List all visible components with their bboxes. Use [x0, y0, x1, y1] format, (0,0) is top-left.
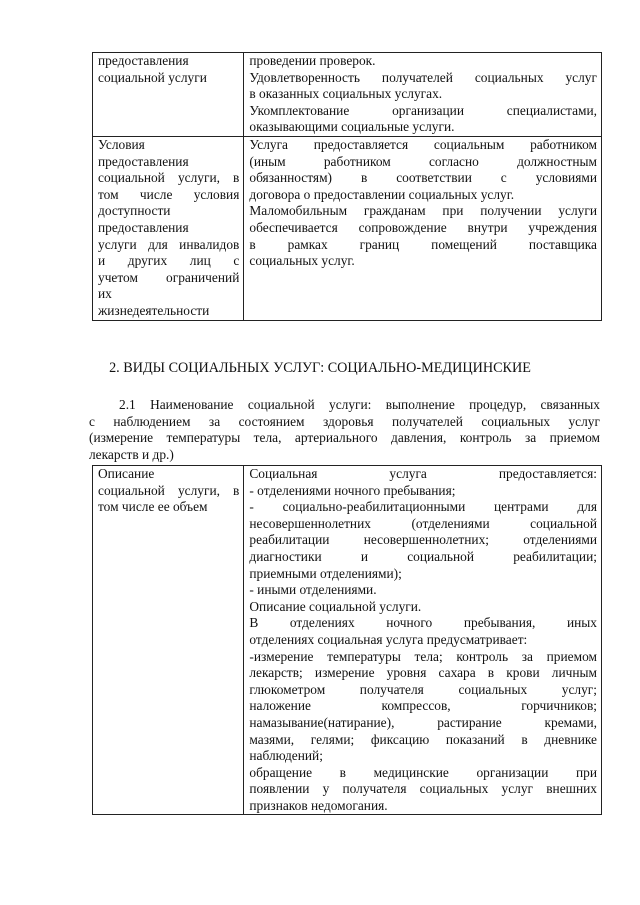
- service-name-paragraph: [89, 397, 600, 463]
- cell-text-line: в оказанных социальных услугах.: [249, 86, 443, 102]
- table-cell-right: [244, 136, 602, 320]
- paragraph-line: 2.1 Наименование социальной услуги: выполнение процедур, связанных: [119, 397, 600, 412]
- cell-text-line: намазывание(натирание), растирание кремами,: [249, 714, 597, 730]
- cell-text-line: обращение в медицинские организации при: [249, 764, 597, 780]
- cell-text-line: предоставления: [98, 219, 189, 235]
- cell-text-line: - отделениями ночного пребывания;: [249, 482, 456, 498]
- cell-text-line: том числе ее объем: [98, 499, 208, 515]
- cell-text-line: наложение компрессов, горчичников;: [249, 698, 597, 714]
- table-row: [93, 466, 602, 815]
- paragraph-line: (измерение температуры тела, артериального давления, контроль за приемом: [89, 430, 600, 445]
- table-cell-left: [93, 466, 244, 815]
- cell-text-line: несовершеннолетних (отделениями социальной: [249, 515, 597, 531]
- paragraph-line: лекарств и др.): [89, 446, 174, 462]
- cell-text-line: приемными отделениями);: [249, 565, 402, 581]
- cell-text-line: предоставления: [98, 53, 189, 68]
- paragraph-line: с наблюдением за состоянием здоровья получателей социальных услуг: [89, 413, 600, 429]
- table-service-description: [92, 465, 602, 815]
- cell-text-line: социальной услуги, в: [98, 170, 240, 186]
- cell-text-line: учетом ограничений: [98, 269, 240, 285]
- cell-text-line: признаков недомогания.: [249, 797, 388, 813]
- cell-text-line: Социальная услуга предоставляется:: [249, 466, 597, 481]
- cell-text-line: - иными отделениями.: [249, 582, 377, 598]
- cell-text-line: Укомплектование организации специалистами,: [249, 102, 597, 118]
- table-cell-right: [244, 53, 602, 137]
- cell-text-line: социальных услуг.: [249, 253, 355, 269]
- cell-text-line: проведении проверок.: [249, 53, 376, 68]
- table-service-conditions: [92, 52, 602, 321]
- table-row: [93, 136, 602, 320]
- cell-text-line: В отделениях ночного пребывания, иных: [249, 615, 597, 631]
- table-row: [93, 53, 602, 137]
- cell-text-line: реабилитации несовершеннолетних; отделениями: [249, 532, 597, 548]
- cell-text-line: их: [98, 286, 112, 302]
- cell-text-line: оказывающими социальные услуги.: [249, 119, 455, 135]
- cell-text-line: диагностики и социальной реабилитации;: [249, 548, 597, 564]
- cell-text-line: наблюдений;: [249, 748, 323, 764]
- cell-text-line: в рамках границ помещений поставщика: [249, 236, 597, 252]
- cell-text-line: мазями, гелями; фиксацию показаний в дневнике: [249, 731, 597, 747]
- cell-text-line: глюкометром получателя социальных услуг;: [249, 681, 597, 697]
- cell-text-line: обеспечивается сопровождение внутри учреждения: [249, 219, 597, 235]
- section-heading: 2. ВИДЫ СОЦИАЛЬНЫХ УСЛУГ: СОЦИАЛЬНО-МЕДИЦИНСКИЕ: [109, 360, 531, 376]
- cell-text-line: Описание социальной услуги.: [249, 598, 422, 614]
- cell-text-line: жизнедеятельности: [98, 302, 210, 318]
- cell-text-line: предоставления: [98, 153, 189, 169]
- cell-text-line: Описание: [98, 466, 155, 481]
- table-cell-left: [93, 53, 244, 137]
- cell-text-line: и других лиц с: [98, 253, 240, 269]
- cell-text-line: социальной услуги: [98, 69, 207, 85]
- cell-text-line: том числе условия: [98, 186, 240, 202]
- cell-text-line: отделениях социальная услуга предусматривает:: [249, 631, 528, 647]
- cell-text-line: социальной услуги, в: [98, 482, 240, 498]
- cell-text-line: обязанностям) в соответствии с условиями: [249, 170, 597, 186]
- cell-text-line: услуги для инвалидов: [98, 236, 240, 252]
- cell-text-line: Условия: [98, 136, 145, 152]
- table-cell-right: [244, 466, 602, 815]
- cell-text-line: Маломобильным гражданам при получении услуги: [249, 203, 597, 219]
- cell-text-line: -измерение температуры тела; контроль за приемом: [249, 648, 597, 664]
- cell-text-line: (иным работником согласно должностным: [249, 153, 597, 169]
- cell-text-line: Услуга предоставляется социальным работником: [249, 136, 597, 152]
- cell-text-line: договора о предоставлении социальных услуг.: [249, 186, 515, 202]
- table-cell-left: [93, 136, 244, 320]
- cell-text-line: Удовлетворенность получателей социальных услуг: [249, 69, 597, 85]
- cell-text-line: - социально-реабилитационными центрами для: [249, 499, 597, 515]
- cell-text-line: доступности: [98, 203, 171, 219]
- cell-text-line: появлении у получателя социальных услуг внешних: [249, 781, 597, 797]
- cell-text-line: лекарств; измерение уровня сахара в крови личным: [249, 665, 597, 681]
